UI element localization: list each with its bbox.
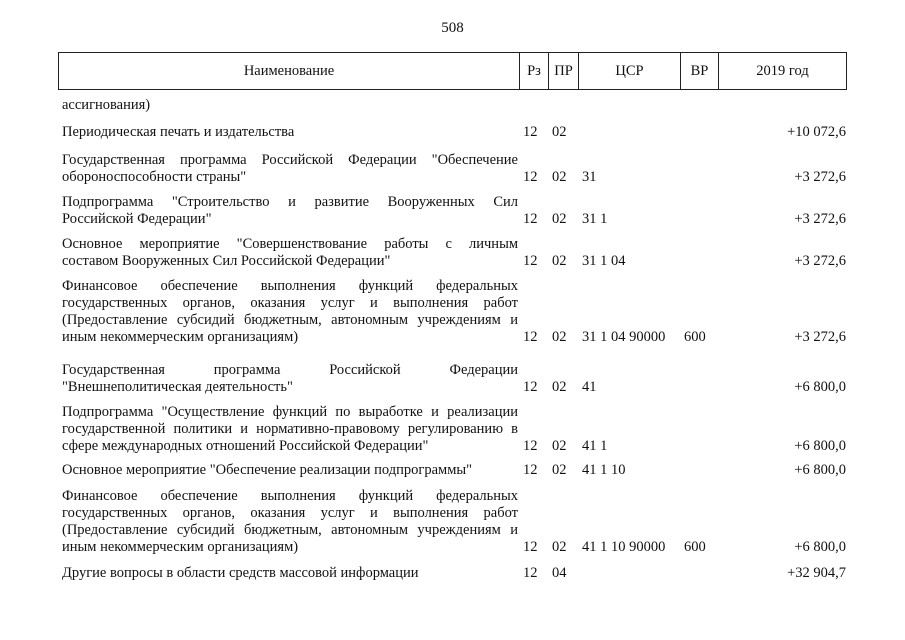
row-name <box>62 462 518 479</box>
row-rz: 12 <box>523 539 538 555</box>
row-rz: 12 <box>523 169 538 185</box>
row-rz: 12 <box>523 124 538 140</box>
row-rz: 12 <box>523 253 538 269</box>
row-name-line: Периодическая печать и издательства <box>62 124 295 140</box>
header-name: Наименование <box>59 53 520 90</box>
row-name <box>62 124 518 141</box>
row-name <box>62 565 518 582</box>
row-amount: +6 800,0 <box>794 539 846 555</box>
row-rz: 12 <box>523 565 538 581</box>
row-name <box>62 194 518 228</box>
row-name-line: (Предоставление субсидий бюджетным, автономным учреждениям и <box>62 522 518 538</box>
row-pr: 02 <box>552 438 567 454</box>
row-name-line: иным некоммерческим организациям) <box>62 329 299 345</box>
row-amount: +3 272,6 <box>794 329 846 345</box>
row-pr: 02 <box>552 169 567 185</box>
row-rz: 12 <box>523 379 538 395</box>
row-rz: 12 <box>523 438 538 454</box>
row-name-line: Финансовое обеспечение выполнения функций федеральных <box>62 488 518 504</box>
row-name-line: Подпрограмма "Строительство и развитие Вооруженных Сил <box>62 194 518 210</box>
row-rz: 12 <box>523 462 538 478</box>
row-amount: +6 800,0 <box>794 379 846 395</box>
header-csr: ЦСР <box>579 53 681 90</box>
row-name-line: (Предоставление субсидий бюджетным, автономным учреждениям и <box>62 312 518 328</box>
row-name <box>62 362 518 396</box>
row-pr: 02 <box>552 329 567 345</box>
row-name-line: государственных органов, оказания услуг и выполнения работ <box>62 505 518 521</box>
row-name-line: Финансовое обеспечение выполнения функций федеральных <box>62 278 518 294</box>
row-pr: 02 <box>552 379 567 395</box>
row-name-line: Основное мероприятие "Обеспечение реализации подпрограммы" <box>62 462 473 478</box>
page-number: 508 <box>441 20 464 36</box>
header-rz: Рз <box>520 53 549 90</box>
row-pr: 02 <box>552 211 567 227</box>
row-pr: 02 <box>552 539 567 555</box>
row-pr: 02 <box>552 253 567 269</box>
row-pr: 02 <box>552 124 567 140</box>
row-amount: +6 800,0 <box>794 438 846 454</box>
row-csr: 41 1 10 90000 <box>582 539 666 555</box>
row-amount: +3 272,6 <box>794 253 846 269</box>
row-amount: +3 272,6 <box>794 169 846 185</box>
row-amount: +3 272,6 <box>794 211 846 227</box>
row-name <box>62 236 518 270</box>
row-name-line: ассигнования) <box>62 97 151 113</box>
row-name <box>62 278 518 346</box>
row-name-line: Основное мероприятие "Совершенствование работы с личным <box>62 236 518 252</box>
row-name-line: обороноспособности страны" <box>62 169 247 185</box>
table-header <box>58 52 847 90</box>
row-csr: 41 1 10 <box>582 462 626 478</box>
row-csr: 31 1 04 90000 <box>582 329 666 345</box>
row-amount: +32 904,7 <box>787 565 846 581</box>
row-name-line: Другие вопросы в области средств массовой информации <box>62 565 419 581</box>
row-name-line: иным некоммерческим организациям) <box>62 539 299 555</box>
row-csr: 31 1 <box>582 211 608 227</box>
row-amount: +10 072,6 <box>787 124 846 140</box>
row-name-line: Государственная программа Российской Федерации "Обеспечение <box>62 152 518 168</box>
row-rz: 12 <box>523 329 538 345</box>
row-name-line: Подпрограмма "Осуществление функций по выработке и реализации <box>62 404 518 420</box>
row-name-line: государственных органов, оказания услуг и выполнения работ <box>62 295 518 311</box>
row-name <box>62 97 518 114</box>
row-name <box>62 152 518 186</box>
row-name-line: сфере международных отношений Российской Федерации" <box>62 438 429 454</box>
row-name-line: государственной политики и нормативно-правовому регулированию в <box>62 421 518 437</box>
row-csr: 31 1 04 <box>582 253 626 269</box>
row-amount: +6 800,0 <box>794 462 846 478</box>
row-name-line: "Внешнеполитическая деятельность" <box>62 379 293 395</box>
row-vr: 600 <box>684 329 706 345</box>
header-year: 2019 год <box>719 53 847 90</box>
row-csr: 31 <box>582 169 597 185</box>
row-name <box>62 488 518 556</box>
header-vr: ВР <box>681 53 719 90</box>
row-pr: 04 <box>552 565 567 581</box>
row-name <box>62 404 518 455</box>
header-pr: ПР <box>549 53 579 90</box>
row-name-line: составом Вооруженных Сил Российской Федерации" <box>62 253 391 269</box>
row-vr: 600 <box>684 539 706 555</box>
row-name-line: Государственная программа Российской Федерации <box>62 362 518 378</box>
row-rz: 12 <box>523 211 538 227</box>
row-name-line: Российской Федерации" <box>62 211 212 227</box>
row-csr: 41 <box>582 379 597 395</box>
row-pr: 02 <box>552 462 567 478</box>
row-csr: 41 1 <box>582 438 608 454</box>
